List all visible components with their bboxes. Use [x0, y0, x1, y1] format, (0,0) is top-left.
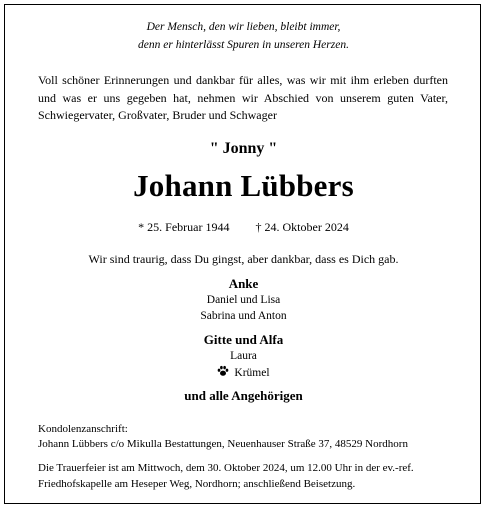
family-member: Daniel und Lisa [206, 294, 281, 306]
closing-sentence: Wir sind traurig, dass Du gingst, aber dankbar, dass es Dich gab. [88, 252, 399, 266]
quote-line-2: denn er hinterlässt Spuren in unseren Herzen. [138, 39, 349, 51]
condolence-label: Kondolenzanschrift: [38, 423, 128, 435]
intro-text: Voll schöner Erinnerungen und dankbar für alles, was wir mit ihm erleben durften und was er uns gegeben hat, nehmen wir Abschied von unserem guten Vater, Schwiegervater, Großvater, Bruder und Schwager [38, 73, 448, 122]
condolence-address: Johann Lübbers c/o Mikulla Bestattungen, Neuenhauser Straße 37, 48529 Nordhorn [38, 438, 408, 450]
family-member: Laura [230, 350, 257, 362]
nickname: " Jonny " [209, 140, 278, 157]
death-date: † 24. Oktober 2024 [255, 220, 349, 234]
birth-date: * 25. Februar 1944 [138, 220, 230, 234]
funeral-info-line-1: Die Trauerfeier ist am Mittwoch, dem 30. Oktober 2024, um 12.00 Uhr in der ev.-ref. [38, 462, 414, 474]
funeral-info-line-2: Friedhofskapelle am Heseper Weg, Nordhorn; anschließend Beisetzung. [38, 478, 356, 490]
paw-icon [217, 365, 229, 377]
life-dates [0, 220, 487, 235]
quote-line-1: Der Mensch, den wir lieben, bleibt immer, [146, 21, 341, 33]
family-group-1-name: Anke [228, 276, 259, 291]
pet-entry [0, 365, 487, 379]
family-member: Sabrina und Anton [200, 310, 287, 322]
relatives-line: und alle Angehörigen [184, 388, 303, 403]
family-group-2-name: Gitte und Alfa [203, 332, 284, 347]
pet-name: Krümel [234, 367, 270, 379]
deceased-name: Johann Lübbers [133, 168, 354, 203]
